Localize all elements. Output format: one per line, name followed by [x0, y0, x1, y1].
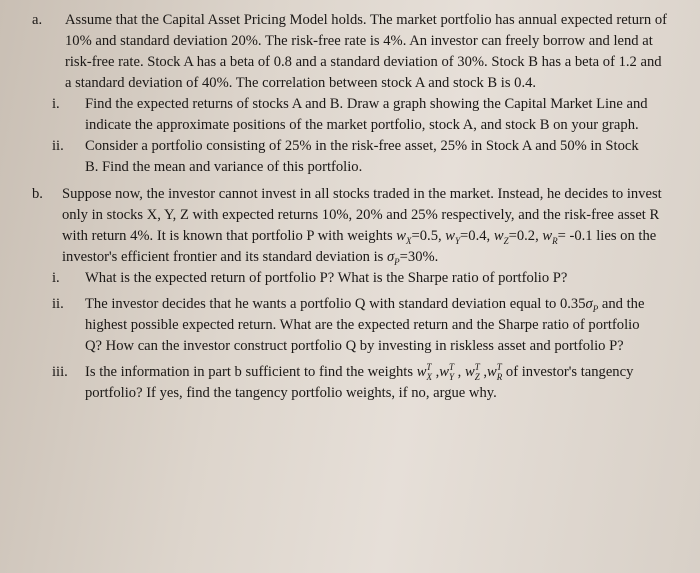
- question-a-ii-text: Consider a portfolio consisting of 25% in the risk-free asset, 25% in Stock A and 50% in Stock B. Find the mean and variance of this portfolio.: [85, 138, 639, 175]
- question-b-i-text: What is the expected return of portfolio P? What is the Sharpe ratio of portfolio P?: [85, 270, 568, 286]
- question-b-text: Suppose now, the investor cannot invest in all stocks traded in the market. Instead, he decides to invest only in stocks X, Y, Z with expected returns 10%, 20% and 25% respectively, and the risk-free asset R with return 4%. It is known that portfolio P with weights $w_X=0.5$, $w_Y=0.4$, $w_Z=0.2$, $w_R= -0.1$ lies on the investor's efficient frontier and its standard deviation is $\sigma_P=30\%$.: [62, 186, 662, 267]
- question-a-marker: a.: [32, 12, 43, 28]
- question-b-iii-text: Is the information in part b sufficient to find the weights $w^T_X$ $,w^T_Y$ , $w^T_Z$ $,w^T_R$ of investor's tangency portfolio? If yes, find the tangency portfolio weights, if no, argue why.: [85, 362, 634, 401]
- question-b-iii-text-1: Is the information in part b sufficient to find the weights: [85, 364, 417, 380]
- question-a: [32, 10, 680, 94]
- question-b-ii-marker: ii.: [52, 296, 64, 312]
- question-a-i: [52, 94, 680, 136]
- question-b-marker: b.: [32, 186, 43, 202]
- question-b: [32, 184, 680, 268]
- question-b-text-2: lies on the investor's efficient frontier and its standard deviation is: [62, 228, 657, 265]
- question-a-text: Assume that the Capital Asset Pricing Model holds. The market portfolio has annual expected return of 10% and standard deviation 20%. The risk-free rate is 4%. An investor can freely borrow and lend at risk-free rate. Stock A has a beta of 0.8 and a standard deviation of 30%. Stock B has a beta of 1.2 and a standard deviation of 40%. The correlation between stock A and stock B is 0.4.: [65, 12, 667, 91]
- question-b-ii-text: The investor decides that he wants a portfolio Q with standard deviation equal to $0.35\sigma_P$ and the highest possible expected return. What are the expected return and the Sharpe ratio of portfolio Q? How can the investor construct portfolio Q by investing in riskless asset and portfolio P?: [85, 296, 645, 354]
- question-b-i: [52, 268, 680, 289]
- question-a-i-text: Find the expected returns of stocks A and B. Draw a graph showing the Capital Market Line and indicate the approximate positions of the market portfolio, stock A, and stock B on your graph.: [85, 96, 648, 133]
- weight-r: -0.1: [569, 228, 593, 244]
- question-b-iii-marker: iii.: [52, 364, 68, 380]
- weight-z: 0.2: [516, 228, 536, 244]
- question-a-i-marker: i.: [52, 96, 60, 112]
- question-b-iii-text-2: of investor's tangency portfolio? If yes, find the tangency portfolio weights, if no, argue why.: [85, 364, 634, 401]
- question-b-text-1: Suppose now, the investor cannot invest in all stocks traded in the market. Instead, he decides to invest only in stocks X, Y, Z with expected returns 10%, 20% and 25% respectively, and the risk-free asset R with return 4%. It is known that portfolio P with weights: [62, 186, 662, 244]
- question-b-i-marker: i.: [52, 270, 60, 286]
- question-b-iii: [52, 362, 680, 404]
- question-a-ii: [52, 136, 680, 178]
- question-a-ii-marker: ii.: [52, 138, 64, 154]
- weight-x: 0.5: [419, 228, 438, 244]
- question-b-ii-text-1: The investor decides that he wants a portfolio Q with standard deviation equal to 0.35: [85, 296, 586, 312]
- weight-y: 0.4: [468, 228, 487, 244]
- question-b-ii: [52, 294, 680, 357]
- question-b-ii-text-2: and the highest possible expected return. What are the expected return and the Sharpe ratio of portfolio Q? How can the investor construct portfolio Q by investing in riskless asset and portfolio P?: [85, 296, 645, 354]
- sigma-p: 30%.: [407, 249, 439, 265]
